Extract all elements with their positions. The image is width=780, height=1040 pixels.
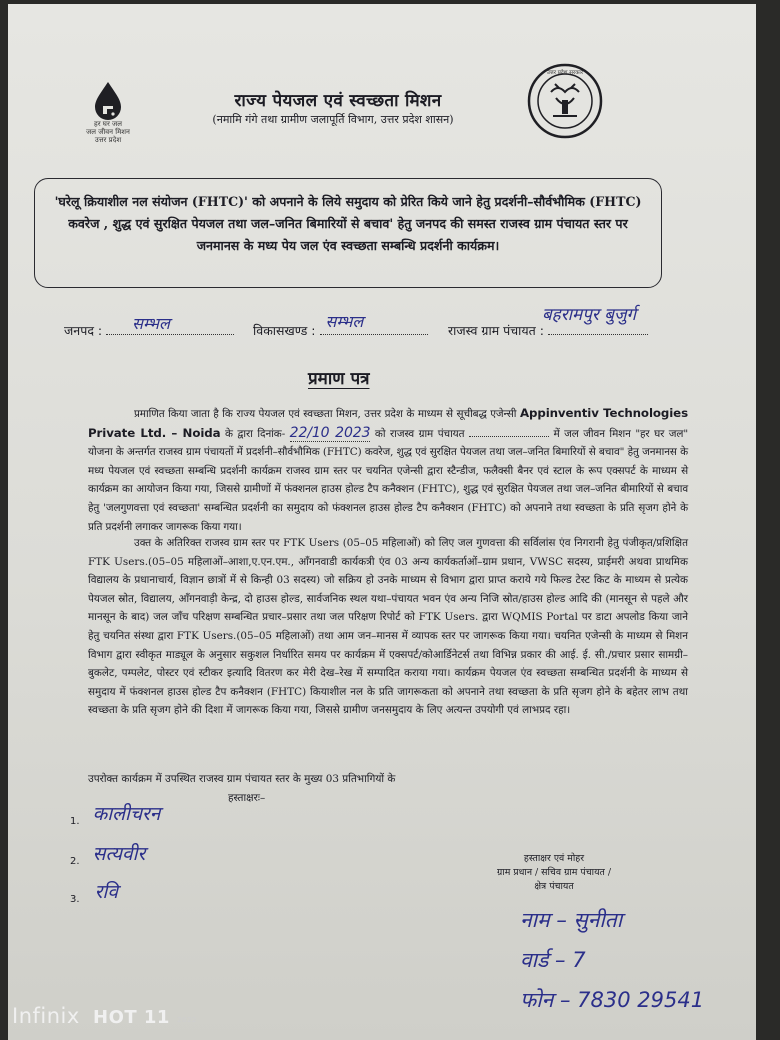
- para1-date-label: के द्वारा दिनांक-: [225, 427, 286, 440]
- participants-heading: [88, 770, 688, 807]
- camera-watermark: [12, 1004, 197, 1028]
- program-date: 22/10 2023: [289, 424, 371, 441]
- signature-3: [70, 881, 118, 908]
- panchayat-value-line: [541, 305, 648, 335]
- panchayat-label: राजस्व ग्राम पंचायत :: [448, 323, 544, 338]
- signature-2-number: 2.: [70, 856, 80, 867]
- janpad-value-line: [106, 314, 234, 335]
- program-description-box: [34, 178, 662, 288]
- block-value-line: [320, 312, 428, 335]
- signature-3-number: 3.: [70, 894, 80, 905]
- watermark-brand: Infinix: [12, 1004, 80, 1028]
- block-field: [253, 312, 428, 339]
- signature-2: [70, 843, 146, 870]
- program-description-text: 'घरेलू क्रियाशील नल संयोजन (FHTC)' को अपनाने के लिये समुदाय को प्रेरित किये जाने हेतु प्रदर्शनी–सौर्वभौमिक (FHTC) कवरेज , शुद्ध एवं सुरक्षित पेयजल तथा जल–जनित बिमारियों से बचाव' हेतु जनपद की समस्त राजस्व ग्राम पंचायत स्तर पर जनमानस के मध्य पेय जल एंव स्वच्छता सम्बन्धि प्रदर्शनी कार्यक्रम।: [54, 194, 642, 253]
- para1-blank-line: [469, 436, 549, 437]
- certificate-title: प्रमाण पत्र: [308, 369, 370, 389]
- up-government-emblem: [526, 62, 604, 140]
- signature-1-number: 1.: [70, 816, 80, 827]
- certificate-paragraph-2: [88, 534, 688, 720]
- janpad-field: [64, 314, 234, 339]
- janpad-value: सम्भल: [132, 314, 170, 333]
- panchayat-value: बहरामपुर बुजुर्ग: [541, 305, 637, 325]
- panchayat-field: [448, 305, 648, 339]
- pradhan-ward: वार्ड – 7: [520, 948, 586, 972]
- signature-3-name: रवि: [94, 881, 118, 903]
- logo-left-line-2: जल जीवन मिशन: [86, 128, 130, 136]
- para2-body: उक्त के अतिरिक्त राजस्व ग्राम स्तर पर FTK Users (05–05 महिलाओं) को लिए जल गुणवत्ता की सर्विलांस एंव निगरानी हेतु पंजीकृत/प्रशिक्षित FTK Users.(05–05 महिलाओं–आशा,ए.एन.एम., आँगनवाडी कार्यकत्री एंव 03 अन्य कार्यकर्ताओं–ग्राम प्रधान, VWSC सदस्य, प्राईमरी अथवा प्राथमिक विद्यालय के प्रधानाचार्य, विज्ञान छात्रों में से किन्ही 03 सदस्य) जो सक्रिय हो उनके माध्यम से विभाग द्वारा प्राप्त कराये गये फिल्ड टेस्ट किट के माध्यम से प्रत्येक पेयजल स्रोत, विद्यालय, आँगनवाड़ी केन्द्र, दो हाउस होल्ड, सार्वजनिक स्थल यथा–पंचायत भवन एंव अन्य निजि स्रोत/हाउस होल्ड आदि की (मानसून से पहले और मानसून के बाद) जल जाँच परिक्षण सम्बन्धित प्रचार–प्रसार तथा जल परिक्षण रिपोर्ट को FTK Users. द्वारा WQMIS Portal पर डाटा अपलोड किया जाने हेतु चयनित संस्था द्वारा FTK Users.(05–05 महिलाओं) तथा आम जन–मानस में व्यापक स्तर पर जागरूक किया गया। चयनित एजेन्सी के माध्यम से मिशन विभाग द्वारा स्वीकृत माड्यूल के अनुसार सकुशल निर्धारित समय पर कार्यक्रम में एक्सपर्ट/कोआर्डिनेटर्स तथा विभिन्न प्रकार की आई. ई. सी./प्रचार प्रसार सामग्री–बुकलेट, पम्पलेट, पोस्टर एवं स्टीकर इत्यादि वितरण कर मेरी देख–रेख में सम्पादित कराया गया। कार्यक्रम पेयजल एंव स्वच्छता सम्बन्धित प्रदर्शनी के माध्यम से समुदाय में फंक्शनल हाउस होल्ड टैप कनैक्शन (FHTC) कियाशील नल के प्रति जागरूकता को अपनाने तथा स्वच्छता के प्रति सृजग होने के बहेतर लाभ तथा स्वच्छता के प्रति सृजग होने की दिशा में जागरूक किया गया, जिससे ग्रामीण जनसमुदाय के लिए अत्यन्त उपयोगी एवं लाभप्रद रहा।: [88, 537, 688, 717]
- emblem-text: उत्तर प्रदेश सरकार: [546, 70, 584, 76]
- block-label: विकासखण्ड :: [253, 323, 316, 338]
- certificate-paragraph-1: [88, 404, 688, 536]
- logo-left-line-3: उत्तर प्रदेश: [94, 136, 122, 144]
- water-drop-icon: [91, 80, 125, 120]
- para1-intro: प्रमाणित किया जाता है कि राज्य पेयजल एवं स्वच्छता मिशन, उत्तर प्रदेश के माध्यम से सूचीबद्ध एजेन्सी: [134, 408, 517, 420]
- agency-name: Appinventiv Technologies Private Ltd. – Noida: [88, 406, 688, 440]
- mission-title: राज्य पेयजल एवं स्वच्छता मिशन: [234, 91, 442, 111]
- pradhan-name: नाम – सुनीता: [520, 908, 623, 932]
- department-subtitle: (नमामि गंगे तथा ग्रामीण जलापूर्ति विभाग, उत्तर प्रदेश शासन): [212, 113, 454, 126]
- watermark-model: HOT 11: [93, 1007, 170, 1028]
- participants-line-2: हस्ताक्षरः–: [228, 791, 266, 804]
- watermark-year: 2022: [177, 1016, 197, 1024]
- signature-1: [70, 803, 161, 830]
- document-page: [8, 4, 756, 1040]
- para1-body: में जल जीवन मिशन "हर घर जल" योजना के अन्तर्गत राजस्व ग्राम पंचायतों में प्रदर्शनी–सौर्वभौमिक (FHTC) कवरेज, शुद्ध एवं सुरक्षित पेयजल तथा जल–जनित बिमारियों से बचाव" हेतु जनमानस के मध्य पेयजल एवं स्वच्छता सम्बन्धि प्रदर्शनी कार्यक्रम राजस्व ग्राम स्तर पर चयनित एजेन्सी द्वारा स्टैन्डीज, फलैक्सी बैनर एवं स्टाल के रूप एक्सपर्ट के माध्यम से कार्यक्रम का आयोजन किया गया, जिससे ग्रामीणों में फंक्शनल हाउस होल्ड टैप कनैक्शन (FHTC), शुद्ध एवं सुरक्षित पेयजल तथा जल–जनित बीमारियों से बचाव हेतु 'जलगुणवत्ता एवं स्वच्छता' सम्बन्धित प्रदर्शनी का समुदाय को फंक्शनल हाउस होल्ड टैप कनैक्शन (FHTC) को अपनाने तथा स्वच्छता के प्रति सृजग होने के प्रति प्रदर्शनी लगाकर जागरूक किया गया।: [88, 427, 689, 533]
- stamp-line-3: क्षेत्र पंचायत: [534, 881, 574, 892]
- pradhan-phone: फोन – 7830 29541: [520, 988, 705, 1012]
- signature-1-name: कालीचरन: [92, 803, 161, 825]
- signature-stamp-block: [464, 852, 644, 894]
- janpad-label: जनपद :: [64, 323, 103, 338]
- logo-left-line-1: हर घर जल: [94, 120, 122, 128]
- stamp-line-1: हस्ताक्षर एवं मोहर: [523, 853, 585, 864]
- pradhan-handwritten-details: [520, 900, 704, 1020]
- block-value: सम्भल: [325, 312, 364, 331]
- stamp-line-2: ग्राम प्रधान / सचिव ग्राम पंचायत /: [497, 867, 611, 878]
- para1-panchayat-label: को राजस्व ग्राम पंचायत: [374, 427, 465, 440]
- participants-line-1: उपरोक्त कार्यक्रम में उपस्थित राजस्व ग्राम पंचायत स्तर के मुख्य 03 प्रतिभागियों के: [88, 773, 396, 785]
- signature-2-name: सत्यवीर: [92, 843, 146, 865]
